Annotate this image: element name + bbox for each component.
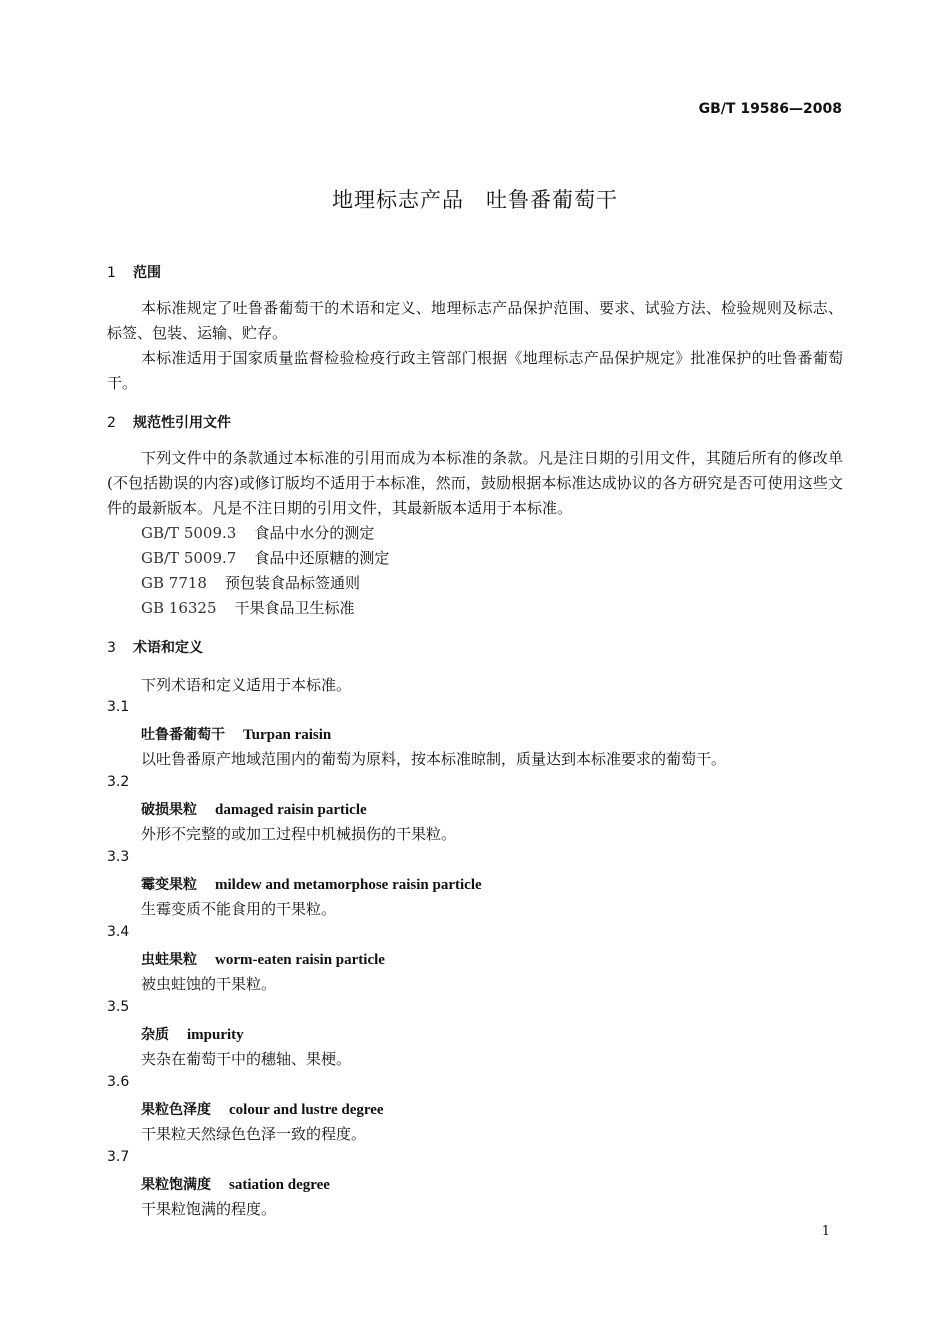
term-zh: 果粒色泽度 — [141, 1102, 211, 1118]
term-zh: 霉变果粒 — [141, 877, 197, 893]
term-heading — [141, 1024, 244, 1044]
term-definition: 夹杂在葡萄干中的穗轴、果梗。 — [141, 1050, 352, 1068]
section-title: 范围 — [133, 265, 161, 281]
section-number: 3 — [107, 640, 116, 656]
term-zh: 杂质 — [141, 1027, 169, 1043]
term-zh: 破损果粒 — [141, 802, 197, 818]
section-1-paragraph-1: 本标准规定了吐鲁番葡萄干的术语和定义、地理标志产品保护范围、要求、试验方法、检验规则及标志、标签、包装、运输、贮存。 — [107, 299, 843, 342]
term-zh: 吐鲁番葡萄干 — [141, 727, 225, 743]
reference-item — [141, 572, 360, 593]
reference-item — [141, 597, 355, 618]
term-number: 3.3 — [107, 849, 130, 865]
term-en: damaged raisin particle — [215, 802, 367, 818]
term-number: 3.5 — [107, 999, 130, 1015]
term-en: satiation degree — [229, 1177, 330, 1193]
term-number: 3.4 — [107, 924, 130, 940]
section-number: 1 — [107, 265, 116, 281]
section-number: 2 — [107, 415, 116, 431]
reference-name: 食品中水分的测定 — [254, 524, 375, 542]
reference-name: 预包装食品标签通则 — [224, 574, 360, 592]
reference-name: 干果食品卫生标准 — [234, 599, 355, 617]
term-definition: 外形不完整的或加工过程中机械损伤的干果粒。 — [141, 825, 457, 843]
reference-code: GB/T 5009.3 — [141, 524, 237, 542]
term-en: worm-eaten raisin particle — [215, 952, 385, 968]
term-en: colour and lustre degree — [229, 1102, 384, 1118]
reference-item — [141, 547, 389, 568]
reference-item — [141, 522, 374, 543]
term-heading — [141, 724, 331, 744]
section-2-paragraph: 下列文件中的条款通过本标准的引用而成为本标准的条款。凡是注日期的引用文件，其随后所有的修改单(不包括勘误的内容)或修订版均不适用于本标准，然而，鼓励根据本标准达成协议的各方研究是否可使用这些文件的最新版本。凡是不注日期的引用文件，其最新版本适用于本标准。 — [107, 449, 843, 517]
section-2-heading — [107, 412, 231, 432]
document-title: 地理标志产品 吐鲁番葡萄干 — [332, 188, 618, 212]
term-heading — [141, 949, 385, 969]
reference-code: GB/T 5009.7 — [141, 549, 237, 567]
section-3-heading — [107, 637, 203, 657]
reference-code: GB 7718 — [141, 574, 207, 592]
term-number: 3.2 — [107, 774, 130, 790]
term-definition: 生霉变质不能食用的干果粒。 — [141, 900, 337, 918]
term-en: mildew and metamorphose raisin particle — [215, 877, 482, 893]
term-number: 3.7 — [107, 1149, 130, 1165]
reference-name: 食品中还原糖的测定 — [254, 549, 390, 567]
term-heading — [141, 1174, 330, 1194]
term-number: 3.1 — [107, 699, 130, 715]
term-definition: 以吐鲁番原产地域范围内的葡萄为原料，按本标准晾制，质量达到本标准要求的葡萄干。 — [141, 750, 727, 768]
term-heading — [141, 799, 367, 819]
section-title: 术语和定义 — [133, 640, 203, 656]
term-number: 3.6 — [107, 1074, 130, 1090]
section-1-heading — [107, 262, 161, 282]
term-definition: 干果粒天然绿色色泽一致的程度。 — [141, 1125, 367, 1143]
section-title: 规范性引用文件 — [133, 415, 231, 431]
page-number: 1 — [821, 1224, 830, 1239]
term-en: Turpan raisin — [243, 727, 332, 743]
term-definition: 干果粒饱满的程度。 — [141, 1200, 277, 1218]
term-en: impurity — [187, 1027, 244, 1043]
term-definition: 被虫蛀蚀的干果粒。 — [141, 975, 277, 993]
standard-code: GB/T 19586—2008 — [698, 101, 842, 117]
term-zh: 虫蛀果粒 — [141, 952, 197, 968]
term-heading — [141, 1099, 384, 1119]
section-3-intro: 下列术语和定义适用于本标准。 — [141, 676, 352, 694]
section-1-paragraph-2: 本标准适用于国家质量监督检验检疫行政主管部门根据《地理标志产品保护规定》批准保护的吐鲁番葡萄干。 — [107, 349, 843, 392]
term-heading — [141, 874, 482, 894]
term-zh: 果粒饱满度 — [141, 1177, 211, 1193]
reference-code: GB 16325 — [141, 599, 217, 617]
